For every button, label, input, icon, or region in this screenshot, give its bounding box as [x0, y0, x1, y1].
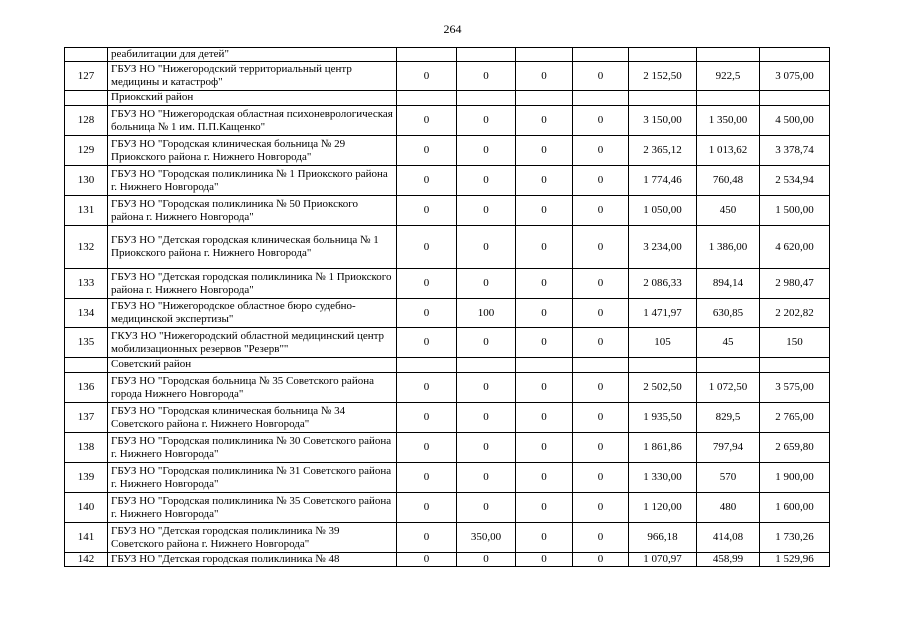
- value-cell-2: 0: [457, 403, 516, 433]
- value-cell-1: 0: [397, 136, 457, 166]
- value-cell-6: 1 350,00: [697, 106, 760, 136]
- value-cell-2: 0: [457, 269, 516, 299]
- value-cell-3: 0: [516, 196, 573, 226]
- institution-name-cell: Приокский район: [108, 91, 397, 106]
- value-cell-7: 1 730,26: [760, 523, 830, 553]
- value-cell-6: 894,14: [697, 269, 760, 299]
- value-cell-2: [457, 358, 516, 373]
- value-cell-1: [397, 48, 457, 62]
- value-cell-3: 0: [516, 136, 573, 166]
- value-cell-1: 0: [397, 299, 457, 328]
- value-cell-6: [697, 48, 760, 62]
- value-cell-2: 100: [457, 299, 516, 328]
- table-row: [65, 48, 830, 62]
- value-cell-2: 0: [457, 328, 516, 358]
- value-cell-1: 0: [397, 493, 457, 523]
- value-cell-3: 0: [516, 269, 573, 299]
- value-cell-6: 458,99: [697, 553, 760, 567]
- institution-name-cell: ГБУЗ НО "Городская поликлиника № 35 Советского района г. Нижнего Новгорода": [108, 493, 397, 523]
- row-number-cell: 134: [65, 299, 108, 328]
- row-number-cell: 130: [65, 166, 108, 196]
- value-cell-6: 414,08: [697, 523, 760, 553]
- institution-name-cell: ГБУЗ НО "Городская больница № 35 Советского района города Нижнего Новгорода": [108, 373, 397, 403]
- value-cell-4: 0: [573, 403, 629, 433]
- table-row: [65, 226, 830, 269]
- value-cell-1: 0: [397, 463, 457, 493]
- value-cell-7: 1 900,00: [760, 463, 830, 493]
- table-row: [65, 62, 830, 91]
- value-cell-1: 0: [397, 523, 457, 553]
- table-row: [65, 523, 830, 553]
- value-cell-1: 0: [397, 328, 457, 358]
- value-cell-6: 922,5: [697, 62, 760, 91]
- value-cell-1: 0: [397, 269, 457, 299]
- table-row: [65, 106, 830, 136]
- section-header-row: [65, 91, 830, 106]
- value-cell-3: 0: [516, 226, 573, 269]
- value-cell-1: 0: [397, 196, 457, 226]
- value-cell-7: [760, 48, 830, 62]
- row-number-cell: 140: [65, 493, 108, 523]
- value-cell-3: 0: [516, 523, 573, 553]
- value-cell-4: 0: [573, 553, 629, 567]
- value-cell-1: 0: [397, 403, 457, 433]
- value-cell-4: [573, 358, 629, 373]
- value-cell-2: 0: [457, 553, 516, 567]
- value-cell-4: 0: [573, 299, 629, 328]
- value-cell-2: 0: [457, 196, 516, 226]
- value-cell-2: 0: [457, 106, 516, 136]
- value-cell-7: 2 202,82: [760, 299, 830, 328]
- value-cell-4: 0: [573, 373, 629, 403]
- value-cell-7: 2 980,47: [760, 269, 830, 299]
- row-number-cell: 128: [65, 106, 108, 136]
- institution-name-cell: ГБУЗ НО "Нижегородское областное бюро судебно-медицинской экспертизы": [108, 299, 397, 328]
- value-cell-4: 0: [573, 433, 629, 463]
- row-number-cell: 139: [65, 463, 108, 493]
- value-cell-4: 0: [573, 493, 629, 523]
- value-cell-4: 0: [573, 166, 629, 196]
- table-body: [65, 48, 830, 567]
- institution-name-cell: ГБУЗ НО "Городская поликлиника № 50 Приокского района г. Нижнего Новгорода": [108, 196, 397, 226]
- institution-name-cell: реабилитации для детей": [108, 48, 397, 62]
- table-row: [65, 299, 830, 328]
- value-cell-7: 1 500,00: [760, 196, 830, 226]
- table-row: [65, 328, 830, 358]
- row-number-cell: [65, 48, 108, 62]
- value-cell-3: [516, 48, 573, 62]
- table-row: [65, 269, 830, 299]
- value-cell-1: [397, 358, 457, 373]
- value-cell-4: 0: [573, 523, 629, 553]
- institution-name-cell: ГБУЗ НО "Нижегородская областная психоневрологическая больница № 1 им. П.П.Кащенко": [108, 106, 397, 136]
- value-cell-6: 829,5: [697, 403, 760, 433]
- row-number-cell: 142: [65, 553, 108, 567]
- value-cell-7: 4 500,00: [760, 106, 830, 136]
- value-cell-4: [573, 91, 629, 106]
- value-cell-3: 0: [516, 403, 573, 433]
- value-cell-6: 1 013,62: [697, 136, 760, 166]
- value-cell-1: 0: [397, 106, 457, 136]
- value-cell-6: 570: [697, 463, 760, 493]
- value-cell-4: [573, 48, 629, 62]
- value-cell-2: [457, 48, 516, 62]
- institution-name-cell: ГБУЗ НО "Детская городская поликлиника № 48: [108, 553, 397, 567]
- value-cell-6: [697, 358, 760, 373]
- value-cell-2: 0: [457, 373, 516, 403]
- table-row: [65, 166, 830, 196]
- row-number-cell: 131: [65, 196, 108, 226]
- value-cell-5: 2 365,12: [629, 136, 697, 166]
- value-cell-3: 0: [516, 328, 573, 358]
- value-cell-1: 0: [397, 226, 457, 269]
- value-cell-3: 0: [516, 106, 573, 136]
- value-cell-4: 0: [573, 196, 629, 226]
- value-cell-5: 1 120,00: [629, 493, 697, 523]
- table-row: [65, 463, 830, 493]
- value-cell-4: 0: [573, 269, 629, 299]
- value-cell-3: 0: [516, 373, 573, 403]
- value-cell-7: 4 620,00: [760, 226, 830, 269]
- institution-name-cell: Советский район: [108, 358, 397, 373]
- row-number-cell: 135: [65, 328, 108, 358]
- value-cell-7: 3 378,74: [760, 136, 830, 166]
- value-cell-7: [760, 91, 830, 106]
- value-cell-5: 2 086,33: [629, 269, 697, 299]
- table-row: [65, 493, 830, 523]
- value-cell-6: 450: [697, 196, 760, 226]
- allocation-table: [64, 47, 830, 567]
- value-cell-2: 0: [457, 62, 516, 91]
- value-cell-2: 0: [457, 166, 516, 196]
- value-cell-6: 45: [697, 328, 760, 358]
- value-cell-6: 760,48: [697, 166, 760, 196]
- row-number-cell: 136: [65, 373, 108, 403]
- value-cell-3: 0: [516, 166, 573, 196]
- institution-name-cell: ГКУЗ НО "Нижегородский областной медицинский центр мобилизационных резервов "Резерв"": [108, 328, 397, 358]
- value-cell-1: 0: [397, 553, 457, 567]
- value-cell-7: 3 075,00: [760, 62, 830, 91]
- value-cell-2: 0: [457, 433, 516, 463]
- value-cell-7: 2 659,80: [760, 433, 830, 463]
- value-cell-4: 0: [573, 328, 629, 358]
- table-row: [65, 553, 830, 567]
- value-cell-2: 0: [457, 493, 516, 523]
- row-number-cell: 127: [65, 62, 108, 91]
- institution-name-cell: ГБУЗ НО "Детская городская поликлиника № 39 Советского района г. Нижнего Новгорода": [108, 523, 397, 553]
- value-cell-6: 1 386,00: [697, 226, 760, 269]
- row-number-cell: 141: [65, 523, 108, 553]
- row-number-cell: 129: [65, 136, 108, 166]
- value-cell-5: [629, 48, 697, 62]
- section-header-row: [65, 358, 830, 373]
- value-cell-5: 1 471,97: [629, 299, 697, 328]
- value-cell-6: 480: [697, 493, 760, 523]
- value-cell-5: [629, 358, 697, 373]
- table-row: [65, 403, 830, 433]
- value-cell-6: [697, 91, 760, 106]
- value-cell-4: 0: [573, 106, 629, 136]
- institution-name-cell: ГБУЗ НО "Городская поликлиника № 30 Советского района г. Нижнего Новгорода": [108, 433, 397, 463]
- value-cell-3: 0: [516, 299, 573, 328]
- row-number-cell: 138: [65, 433, 108, 463]
- institution-name-cell: ГБУЗ НО "Детская городская поликлиника № 1 Приокского района г. Нижнего Новгорода": [108, 269, 397, 299]
- row-number-cell: [65, 91, 108, 106]
- institution-name-cell: ГБУЗ НО "Нижегородский территориальный центр медицины и катастроф": [108, 62, 397, 91]
- value-cell-5: 1 935,50: [629, 403, 697, 433]
- institution-name-cell: ГБУЗ НО "Городская поликлиника № 31 Советского района г. Нижнего Новгорода": [108, 463, 397, 493]
- institution-name-cell: ГБУЗ НО "Детская городская клиническая больница № 1 Приокского района г. Нижнего Новгорода": [108, 226, 397, 269]
- row-number-cell: 137: [65, 403, 108, 433]
- value-cell-7: 2 534,94: [760, 166, 830, 196]
- value-cell-5: 1 774,46: [629, 166, 697, 196]
- table-row: [65, 196, 830, 226]
- value-cell-3: 0: [516, 493, 573, 523]
- value-cell-3: 0: [516, 553, 573, 567]
- value-cell-3: [516, 358, 573, 373]
- value-cell-1: 0: [397, 62, 457, 91]
- value-cell-5: 966,18: [629, 523, 697, 553]
- institution-name-cell: ГБУЗ НО "Городская клиническая больница № 34 Советского района г. Нижнего Новгорода": [108, 403, 397, 433]
- value-cell-4: 0: [573, 136, 629, 166]
- value-cell-5: 105: [629, 328, 697, 358]
- value-cell-6: 797,94: [697, 433, 760, 463]
- value-cell-1: [397, 91, 457, 106]
- value-cell-5: 1 861,86: [629, 433, 697, 463]
- value-cell-5: 1 070,97: [629, 553, 697, 567]
- value-cell-1: 0: [397, 433, 457, 463]
- value-cell-2: 0: [457, 226, 516, 269]
- value-cell-7: [760, 358, 830, 373]
- value-cell-3: 0: [516, 463, 573, 493]
- value-cell-1: 0: [397, 166, 457, 196]
- value-cell-2: 0: [457, 136, 516, 166]
- value-cell-1: 0: [397, 373, 457, 403]
- table-row: [65, 433, 830, 463]
- value-cell-4: 0: [573, 62, 629, 91]
- row-number-cell: [65, 358, 108, 373]
- value-cell-4: 0: [573, 463, 629, 493]
- row-number-cell: 132: [65, 226, 108, 269]
- value-cell-3: 0: [516, 62, 573, 91]
- value-cell-5: 3 234,00: [629, 226, 697, 269]
- value-cell-7: 3 575,00: [760, 373, 830, 403]
- row-number-cell: 133: [65, 269, 108, 299]
- value-cell-6: 1 072,50: [697, 373, 760, 403]
- value-cell-5: 3 150,00: [629, 106, 697, 136]
- value-cell-5: 1 050,00: [629, 196, 697, 226]
- value-cell-2: 350,00: [457, 523, 516, 553]
- table-row: [65, 136, 830, 166]
- institution-name-cell: ГБУЗ НО "Городская клиническая больница № 29 Приокского района г. Нижнего Новгорода": [108, 136, 397, 166]
- value-cell-5: 2 502,50: [629, 373, 697, 403]
- value-cell-2: 0: [457, 463, 516, 493]
- value-cell-5: 2 152,50: [629, 62, 697, 91]
- value-cell-4: 0: [573, 226, 629, 269]
- value-cell-7: 1 529,96: [760, 553, 830, 567]
- value-cell-3: 0: [516, 433, 573, 463]
- value-cell-7: 2 765,00: [760, 403, 830, 433]
- institution-name-cell: ГБУЗ НО "Городская поликлиника № 1 Приокского района г. Нижнего Новгорода": [108, 166, 397, 196]
- page-number: 264: [443, 22, 462, 36]
- value-cell-7: 1 600,00: [760, 493, 830, 523]
- value-cell-3: [516, 91, 573, 106]
- value-cell-5: [629, 91, 697, 106]
- value-cell-5: 1 330,00: [629, 463, 697, 493]
- value-cell-6: 630,85: [697, 299, 760, 328]
- table-row: [65, 373, 830, 403]
- value-cell-7: 150: [760, 328, 830, 358]
- value-cell-2: [457, 91, 516, 106]
